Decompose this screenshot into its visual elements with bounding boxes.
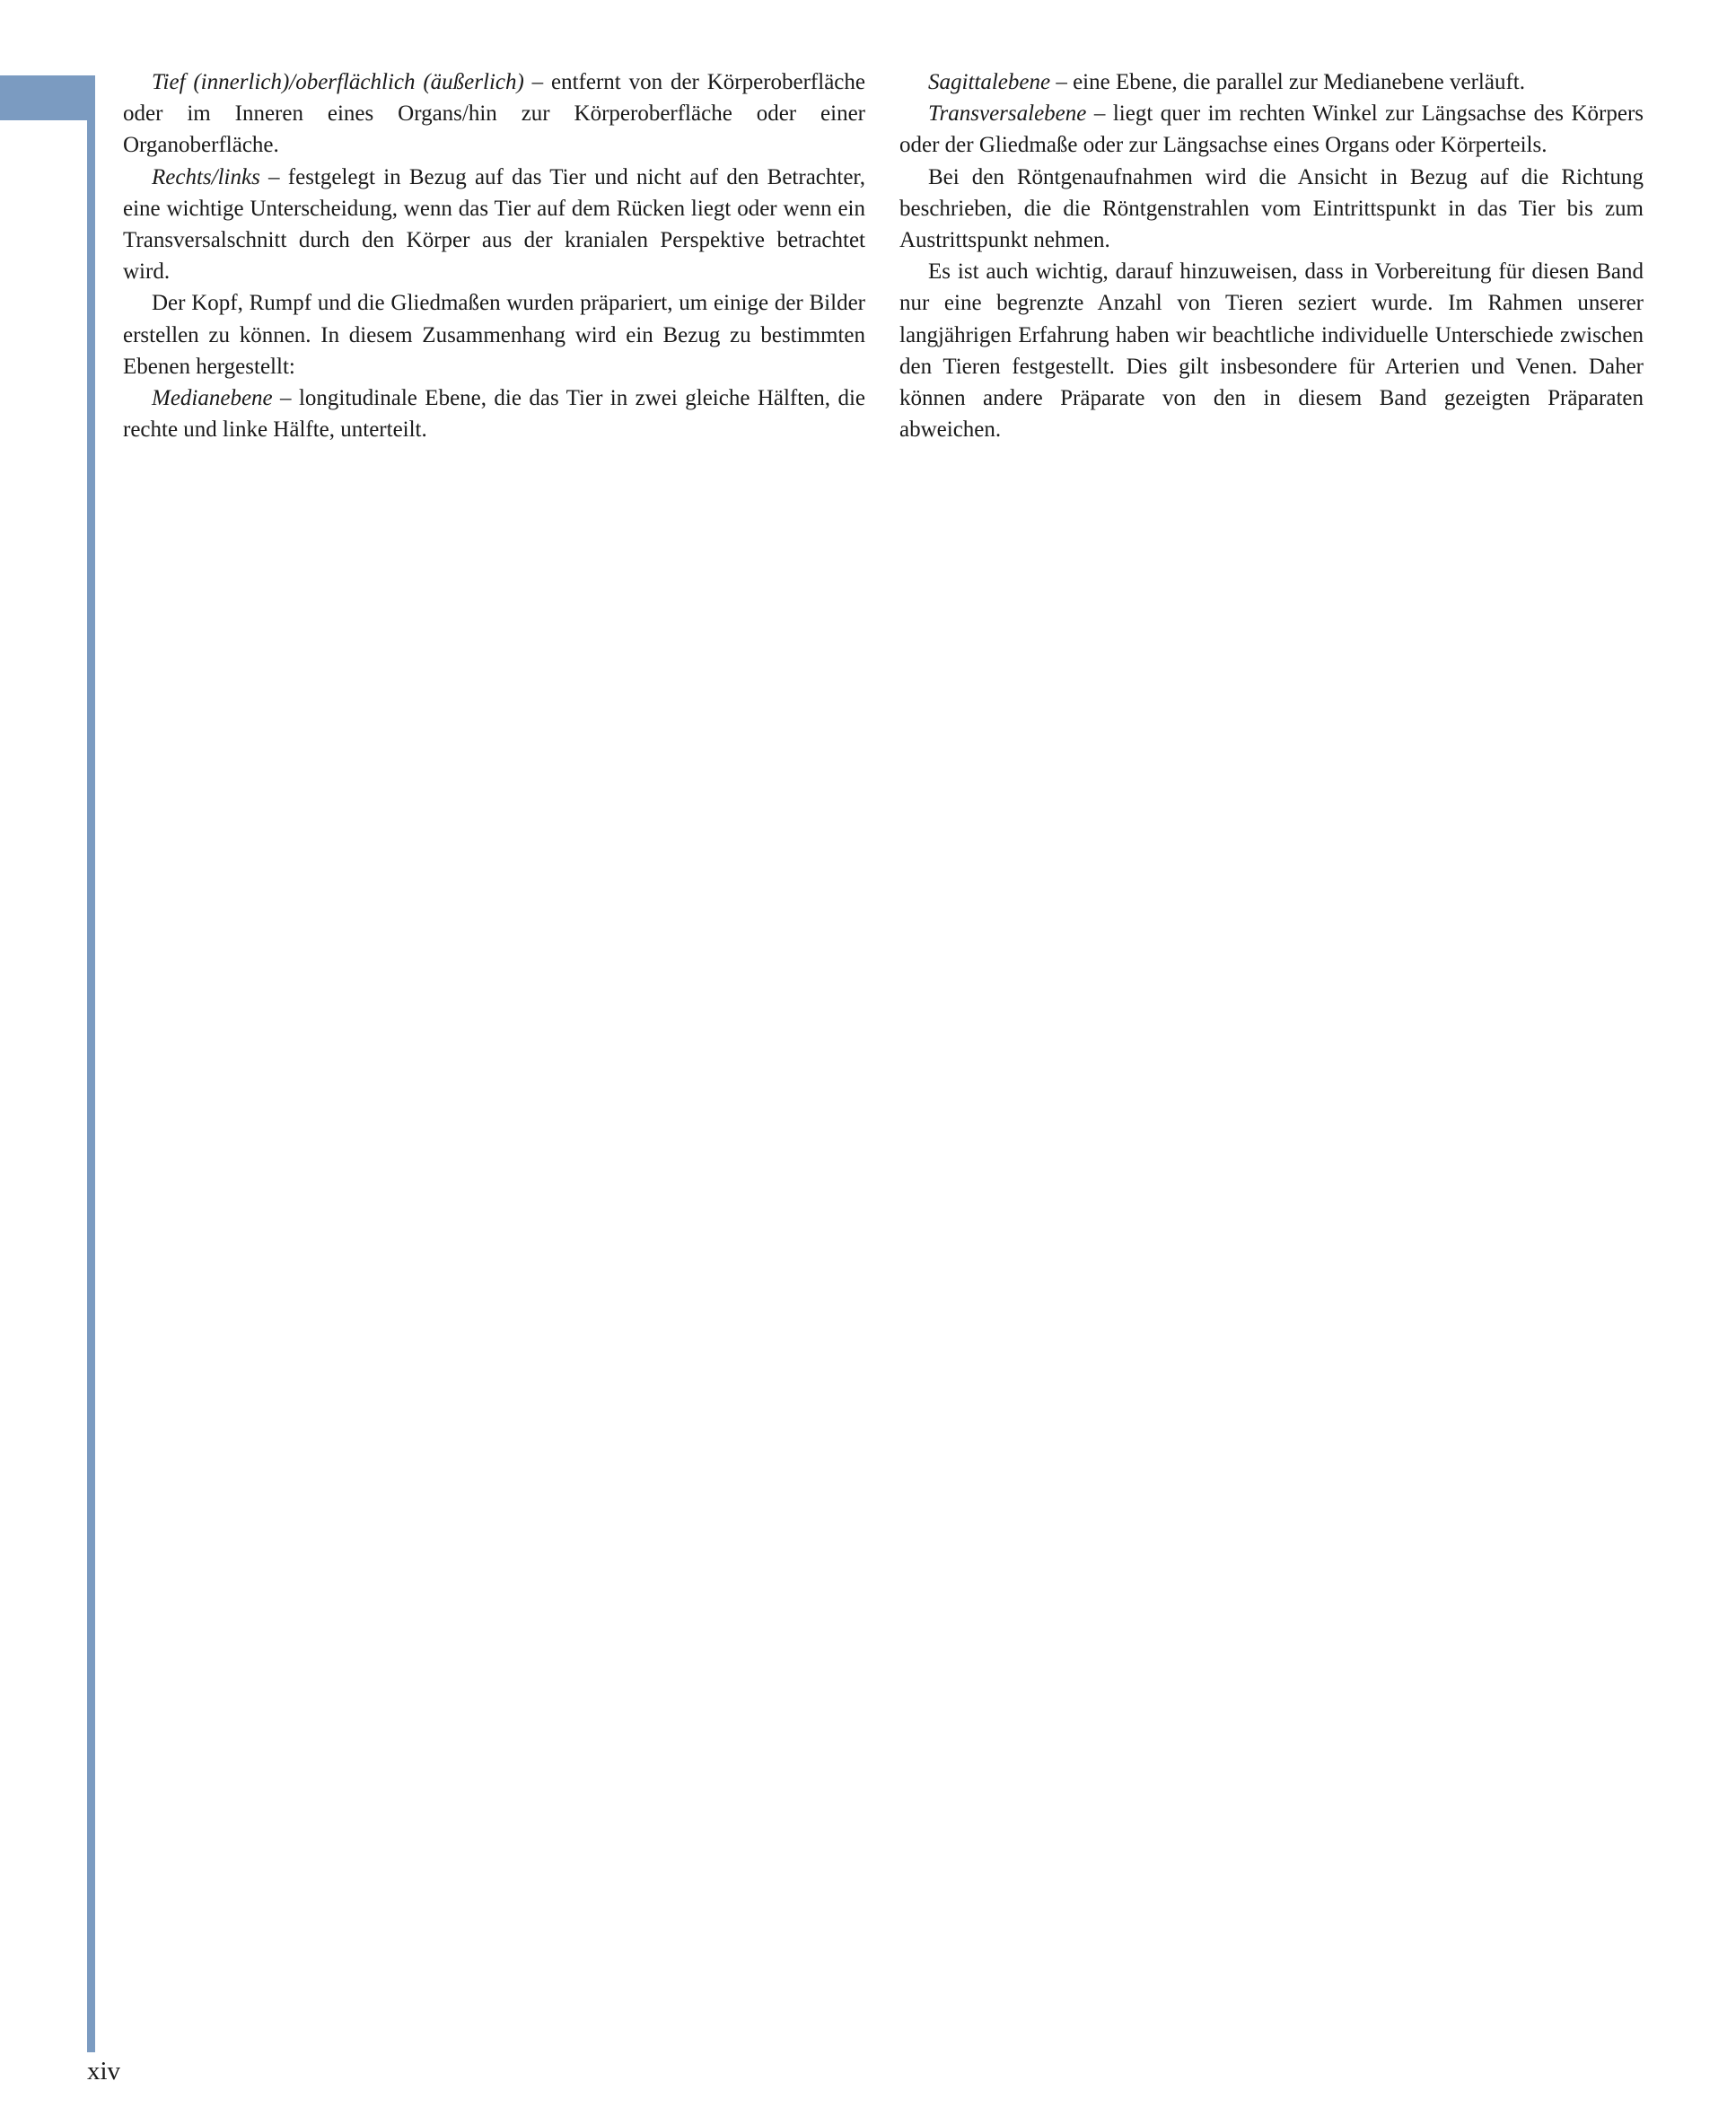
page-number: xiv [87,2057,121,2085]
accent-tab [0,75,95,120]
term-sagittalebene: Sagittalebene [928,70,1051,94]
right-column [899,66,1644,445]
paragraph-praeparation [123,287,865,382]
paragraph-medianebene [123,382,865,445]
praeparation-text: Der Kopf, Rumpf und die Gliedmaßen wurden präpariert, um einige der Bilder erstellen zu können. In diesem Zusammenhang wird ein Bezug zu bestimmten Ebenen hergestellt: [123,291,865,379]
definition-rechts-links: – festgelegt in Bezug auf das Tier und nicht auf den Betrachter, eine wichtige Unterscheidung, wenn das Tier auf dem Rücken liegt oder wenn ein Transversalschnitt durch den Körper aus der kranialen Perspektive betrachtet wird. [123,164,865,285]
term-transversalebene: Transversalebene [928,101,1087,127]
definition-tief: – entfernt von der Körperoberfläche oder im Inneren eines Organs/hin zur Körperoberfläche oder einer Organoberfläche. [123,70,865,158]
term-medianebene: Medianebene [152,386,273,411]
margin-rule [87,75,95,2052]
left-column [123,66,865,445]
paragraph-sagittalebene [899,66,1644,98]
paragraph-hinweis [899,256,1644,445]
definition-sagittalebene: – eine Ebene, die parallel zur Medianebene verläuft. [1050,70,1525,94]
hinweis-text: Es ist auch wichtig, darauf hinzuweisen, dass in Vorbereitung für diesen Band nur eine begrenzte Anzahl von Tieren seziert wurde. Im Rahmen unserer langjährigen Erfahrung haben wir beachtliche individuelle Unterschiede zwischen den Tieren festgestellt. Dies gilt insbesondere für Arterien und Venen. Daher können andere Präparate von den in diesem Band gezeigten Präparaten abweichen. [899,259,1644,443]
paragraph-rechts-links [123,162,865,288]
roentgen-text: Bei den Röntgenaufnahmen wird die Ansicht in Bezug auf die Richtung beschrieben, die die Röntgenstrahlen vom Eintrittspunkt in das Tier bis zum Austrittspunkt nehmen. [899,164,1644,253]
paragraph-tief [123,66,865,162]
definition-medianebene: – longitudinale Ebene, die das Tier in zwei gleiche Hälften, die rechte und linke Hälfte, unterteilt. [123,386,865,443]
definition-transversalebene: – liegt quer im rechten Winkel zur Längsachse des Körpers oder der Gliedmaße oder zur Längsachse eines Organs oder Körperteils. [899,101,1644,158]
term-rechts-links: Rechts/links [152,164,260,189]
term-tief: Tief (innerlich)/oberflächlich (äußerlich) [152,70,524,94]
paragraph-roentgen [899,162,1644,257]
paragraph-transversalebene [899,98,1644,161]
